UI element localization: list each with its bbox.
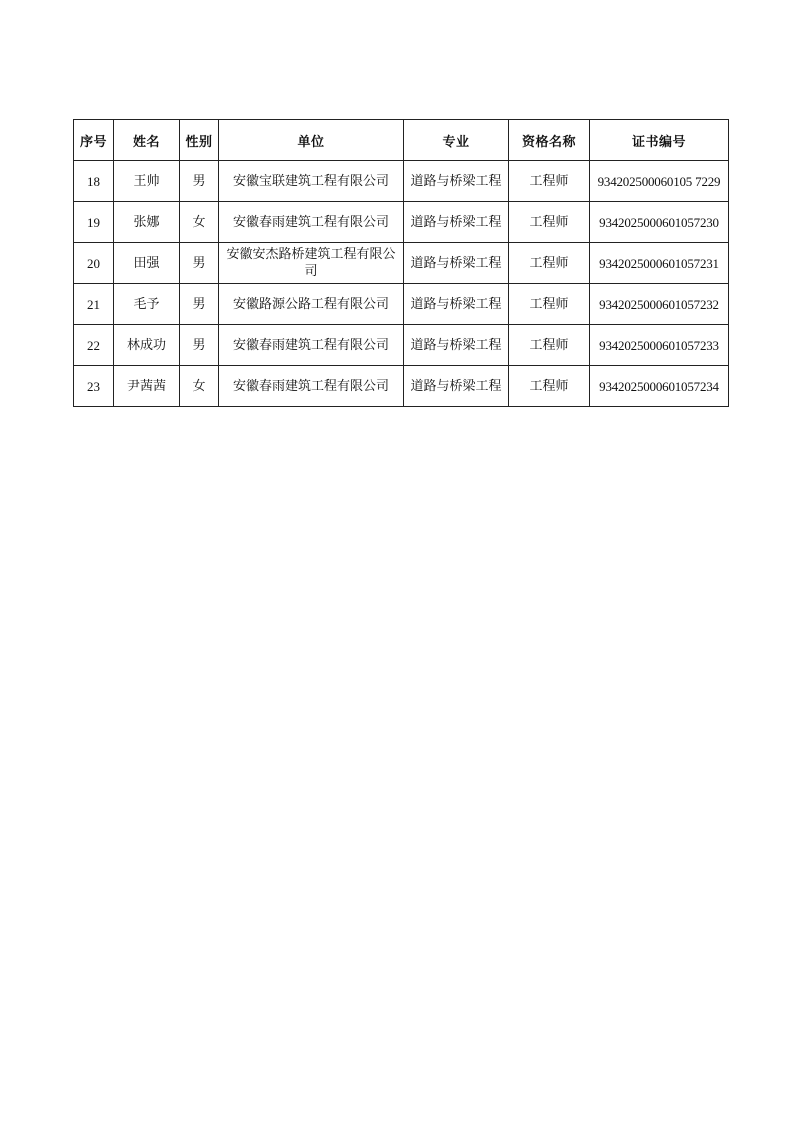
cell-qualification: 工程师 [509,284,590,325]
cell-name: 林成功 [114,325,180,366]
cell-unit: 安徽路源公路工程有限公司 [219,284,404,325]
header-seq: 序号 [74,120,114,161]
cell-unit: 安徽安杰路桥建筑工程有限公司 [219,243,404,284]
header-gender: 性别 [180,120,219,161]
cell-gender: 男 [180,284,219,325]
cell-qualification: 工程师 [509,161,590,202]
header-unit: 单位 [219,120,404,161]
cell-seq: 20 [74,243,114,284]
cell-qualification: 工程师 [509,325,590,366]
cell-certificate: 9342025000601057230 [590,202,729,243]
cell-qualification: 工程师 [509,202,590,243]
cell-major: 道路与桥梁工程 [404,243,509,284]
cell-seq: 23 [74,366,114,407]
cell-gender: 男 [180,243,219,284]
table-row [74,284,729,325]
header-major: 专业 [404,120,509,161]
table-row [74,243,729,284]
qualification-roster-table [73,119,729,407]
cell-name: 尹茜茜 [114,366,180,407]
header-certificate: 证书编号 [590,120,729,161]
cell-certificate: 9342025000601057231 [590,243,729,284]
table-row [74,202,729,243]
cell-seq: 19 [74,202,114,243]
cell-name: 王帅 [114,161,180,202]
cell-major: 道路与桥梁工程 [404,284,509,325]
cell-certificate: 9342025000601057233 [590,325,729,366]
cell-gender: 男 [180,325,219,366]
table-row [74,161,729,202]
table-body [74,161,729,407]
cell-certificate: 9342025000601057234 [590,366,729,407]
cell-seq: 21 [74,284,114,325]
cell-certificate: 934202500060105 7229 [590,161,729,202]
cell-gender: 女 [180,202,219,243]
table-row [74,325,729,366]
cell-seq: 22 [74,325,114,366]
header-row [74,120,729,161]
cell-name: 张娜 [114,202,180,243]
cell-unit: 安徽春雨建筑工程有限公司 [219,202,404,243]
table-row [74,366,729,407]
cell-qualification: 工程师 [509,243,590,284]
cell-gender: 男 [180,161,219,202]
cell-seq: 18 [74,161,114,202]
cell-major: 道路与桥梁工程 [404,161,509,202]
cell-unit: 安徽宝联建筑工程有限公司 [219,161,404,202]
cell-unit: 安徽春雨建筑工程有限公司 [219,366,404,407]
table-header [74,120,729,161]
cell-gender: 女 [180,366,219,407]
header-name: 姓名 [114,120,180,161]
cell-qualification: 工程师 [509,366,590,407]
header-qualification: 资格名称 [509,120,590,161]
cell-unit: 安徽春雨建筑工程有限公司 [219,325,404,366]
cell-major: 道路与桥梁工程 [404,325,509,366]
cell-certificate: 9342025000601057232 [590,284,729,325]
cell-major: 道路与桥梁工程 [404,202,509,243]
cell-major: 道路与桥梁工程 [404,366,509,407]
cell-name: 田强 [114,243,180,284]
cell-name: 毛予 [114,284,180,325]
